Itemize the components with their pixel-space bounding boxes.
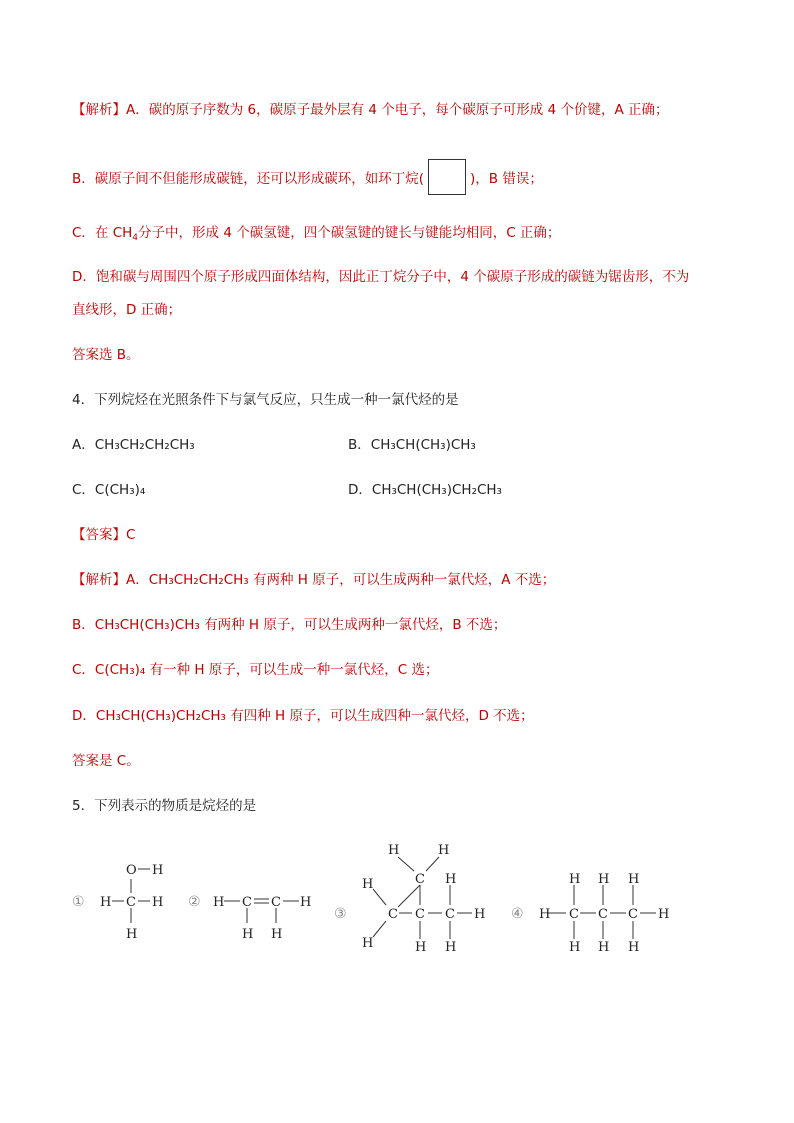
atom-h: H (213, 895, 225, 910)
atom-h: H (569, 872, 581, 887)
label-4: ④ (511, 906, 524, 922)
answer-line-2: 答案是 C。 (72, 753, 140, 769)
atom-h: H (388, 843, 400, 858)
atom-c: C (415, 907, 425, 922)
atom-h: H (242, 927, 254, 942)
atom-h: H (415, 940, 427, 955)
answer-line-1: 答案选 B。 (72, 347, 140, 363)
atom-c: C (242, 895, 252, 910)
atom-h: H (152, 895, 164, 910)
atom-h: H (100, 895, 112, 910)
atom-h: H (598, 872, 610, 887)
atom-h: H (539, 907, 551, 922)
atom-h: H (271, 927, 283, 942)
atom-h: H (658, 907, 670, 922)
atom-c: C (271, 895, 281, 910)
atom-h: H (445, 872, 457, 887)
atom-h: H (362, 936, 374, 951)
q4-analysis-d: D．CH₃CH(CH₃)CH₂CH₃ 有四种 H 原子，可以生成四种一氯代烃，D 不选； (72, 708, 534, 724)
atom-c: C (126, 895, 136, 910)
q4-option-a: A．CH₃CH₂CH₂CH₃ (72, 437, 195, 453)
atom-c: C (415, 872, 425, 887)
analysis-line-b: B．碳原子间不但能形成碳链，还可以形成碳环，如环丁烷( )，B 错误； (72, 161, 543, 197)
analysis-tag: 【解析】 (72, 102, 126, 118)
question-4: 4．下列烷烃在光照条件下与氯气反应，只生成一种一氯代烃的是 (72, 392, 459, 408)
analysis-line-a: 【解析】A．碳的原子序数为 6，碳原子最外层有 4 个电子，每个碳原子可形成 4 个价键，A 正确； (72, 102, 669, 118)
label-1: ① (72, 894, 85, 910)
atom-h: H (126, 927, 138, 942)
atom-h: H (152, 863, 164, 878)
atom-h: H (598, 940, 610, 955)
label-3: ③ (334, 906, 347, 922)
analysis-line-c: C．在 $CH_4$分子中，形成 4 个碳氢键，四个碳氢键的键长与键能均相同，C 正确； (72, 225, 561, 243)
atom-c: C (388, 907, 398, 922)
q4-option-d: D．CH₃CH(CH₃)CH₂CH₃ (348, 482, 502, 498)
atom-c: C (598, 907, 608, 922)
atom-h: H (569, 940, 581, 955)
atom-h: H (362, 877, 374, 892)
structure-formulas (0, 835, 794, 975)
q4-analysis-b: B．CH₃CH(CH₃)CH₃ 有两种 H 原子，可以生成两种一氯代烃，B 不选； (72, 617, 507, 633)
q4-analysis-c: C．C(CH₃)₄ 有一种 H 原子，可以生成一种一氯代烃，C 选； (72, 662, 439, 678)
q4-answer (72, 525, 135, 545)
atom-c: C (569, 907, 579, 922)
q4-analysis-a: 【解析】A．CH₃CH₂CH₂CH₃ 有两种 H 原子，可以生成两种一氯代烃，A 不选； (72, 572, 556, 588)
analysis-tag: 【解析】 (72, 572, 126, 588)
analysis-line-d2: 直线形，D 正确； (72, 302, 182, 318)
q4-option-b: B．CH₃CH(CH₃)CH₃ (348, 437, 476, 453)
q4-option-c: C．C(CH₃)₄ (72, 482, 146, 498)
cyclobutane-square (428, 159, 466, 195)
atom-h: H (474, 907, 486, 922)
analysis-line-d1: D．饱和碳与周围四个原子形成四面体结构，因此正丁烷分子中，4 个碳原子形成的碳链为锯齿形，不为 (72, 269, 690, 285)
atom-h: H (300, 895, 312, 910)
question-5: 5．下列表示的物质是烷烃的是 (72, 798, 257, 814)
atom-h: H (628, 872, 640, 887)
atom-c: C (628, 907, 638, 922)
atom-h: H (438, 843, 450, 858)
atom-o: O (126, 863, 137, 878)
answer-value: C (126, 527, 136, 543)
answer-tag: 【答案】 (72, 527, 126, 543)
atom-c: C (445, 907, 455, 922)
atom-h: H (628, 940, 640, 955)
atom-h: H (445, 940, 457, 955)
label-2: ② (188, 894, 201, 910)
